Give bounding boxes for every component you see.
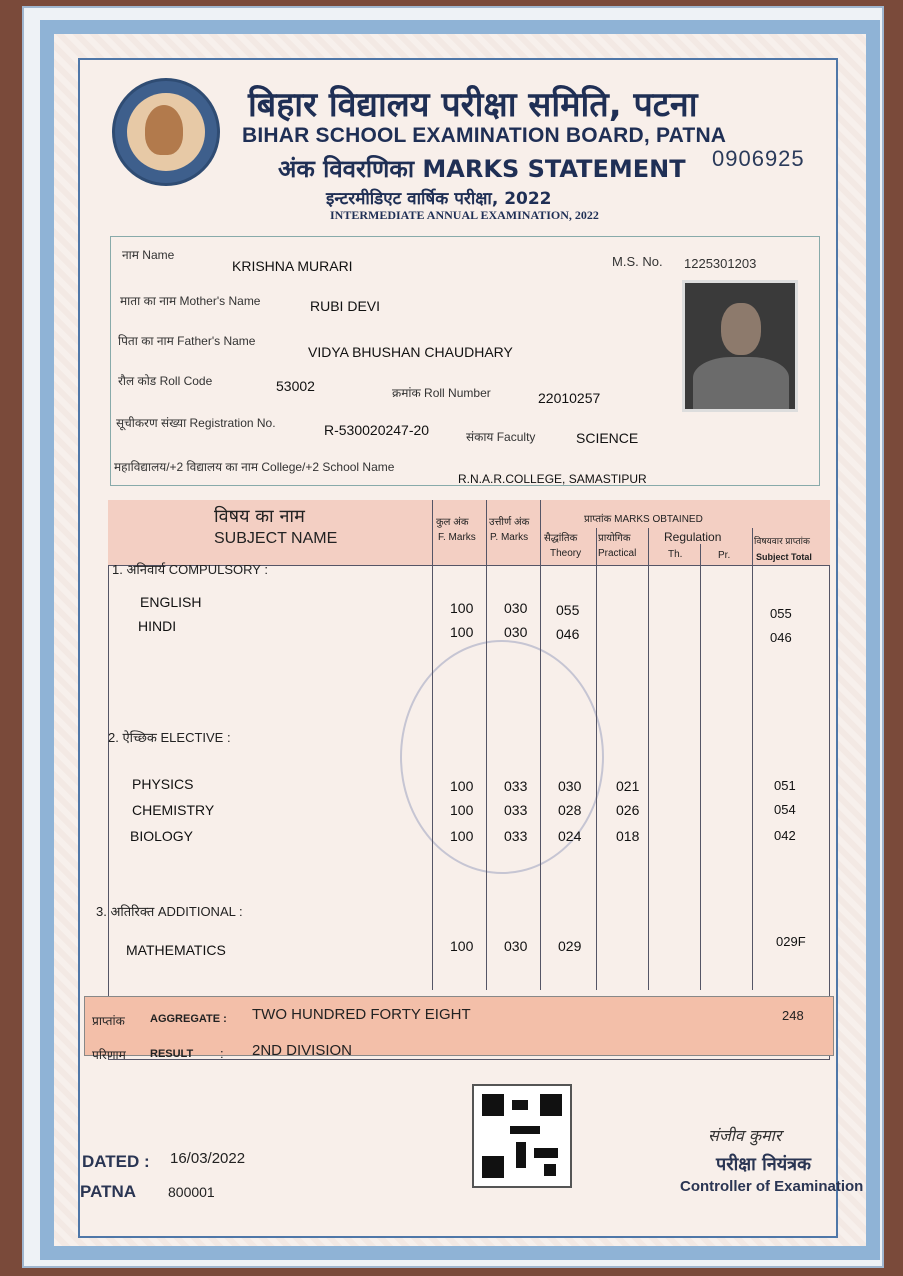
ms-label: M.S. No. [612,254,663,269]
qr-code [472,1084,572,1188]
aggregate-label-en: AGGREGATE : [150,1013,227,1025]
total-header-en: Subject Total [756,552,812,562]
practical-header-en: Practical [598,548,637,559]
row-pmarks: 030 [504,624,528,640]
theory-header-hi: सैद्धांतिक [544,533,578,544]
registration-number: R-530020247-20 [324,422,430,438]
result-label-en: RESULT [150,1048,194,1060]
row-theory: 029 [558,938,582,954]
aggregate-result-band [84,996,834,1056]
board-seal-logo [112,78,220,186]
col-divider [540,500,541,990]
mother-name: RUBI DEVI [310,298,381,314]
row-practical: 026 [616,802,640,818]
row-theory: 046 [556,626,580,642]
mother-label: माता का नाम Mother's Name [120,294,261,308]
row-subject: CHEMISTRY [132,802,215,818]
row-pmarks: 033 [504,802,528,818]
col-divider [486,500,487,990]
row-total: 029F [776,934,806,949]
pmarks-header-hi: उत्तीर्ण अंक [489,517,530,528]
row-subject: ENGLISH [140,594,202,610]
controller-title-hi: परीक्षा नियंत्रक [716,1154,811,1175]
aggregate-in-words: TWO HUNDRED FORTY EIGHT [252,1006,471,1023]
reg-th-header: Th. [668,549,683,560]
fmarks-header-hi: कुल अंक [436,517,469,528]
row-fmarks: 100 [450,828,474,844]
aggregate-label-hi: प्राप्तांक [92,1014,125,1028]
additional-section-label: 3. अतिरिक्त ADDITIONAL : [96,904,243,919]
faculty: SCIENCE [576,430,639,446]
exam-name-english: INTERMEDIATE ANNUAL EXAMINATION, 2022 [330,208,599,222]
pmarks-header-en: P. Marks [490,532,529,543]
aggregate-value: 248 [782,1008,804,1023]
row-total: 046 [770,630,792,645]
controller-title-en: Controller of Examination [680,1178,864,1195]
row-fmarks: 100 [450,938,474,954]
reg-pr-header: Pr. [718,550,731,561]
elective-section-label: 2. ऐच्छिक ELECTIVE : [108,730,231,745]
subject-header-en: SUBJECT NAME [214,530,338,547]
row-pmarks: 030 [504,600,528,616]
issue-date: 16/03/2022 [170,1150,246,1167]
row-theory: 024 [558,828,582,844]
compulsory-section-label: 1. अनिवार्य COMPULSORY : [112,562,268,577]
fmarks-header-en: F. Marks [438,532,476,543]
row-subject: HINDI [138,618,177,634]
row-theory: 028 [558,802,582,818]
exam-name-hindi: इन्टरमीडिएट वार्षिक परीक्षा, 2022 [326,189,552,209]
registration-label: सूचीकरण संख्या Registration No. [116,416,276,430]
roll-number-label: क्रमांक Roll Number [392,386,491,400]
row-total: 051 [774,778,796,793]
row-fmarks: 100 [450,802,474,818]
row-practical: 021 [616,778,640,794]
col-divider [752,528,753,990]
row-theory: 030 [558,778,582,794]
faculty-label: संकाय Faculty [466,430,536,444]
row-theory: 055 [556,602,580,618]
roll-code-label: रौल कोड Roll Code [118,374,213,388]
board-name-hindi: बिहार विद्यालय परीक्षा समिति, पटना [248,85,698,125]
dated-label: DATED : [82,1152,150,1171]
regulation-header: Regulation [664,530,722,544]
student-name: KRISHNA MURARI [232,258,353,274]
subject-header-hi: विषय का नाम [214,506,305,527]
name-label: नाम Name [122,248,175,262]
roll-code: 53002 [276,378,315,394]
marks-obtained-header: प्राप्तांक MARKS OBTAINED [584,514,703,525]
serial-number: 0906925 [712,146,805,171]
col-divider [700,544,701,990]
theory-header-en: Theory [550,548,582,559]
row-fmarks: 100 [450,600,474,616]
row-fmarks: 100 [450,778,474,794]
college-label: महाविद्यालय/+2 विद्यालय का नाम College/+2 School Name [114,460,395,474]
row-pmarks: 033 [504,828,528,844]
result-label-hi: परिणाम [92,1048,126,1062]
row-subject: MATHEMATICS [126,942,226,958]
row-total: 054 [774,802,796,817]
col-divider [596,528,597,990]
student-photo [682,280,798,412]
result-colon: : [220,1046,224,1061]
row-pmarks: 033 [504,778,528,794]
ms-number: 1225301203 [684,256,757,271]
col-divider [648,528,649,990]
roll-number: 22010257 [538,390,601,406]
board-name-english: BIHAR SCHOOL EXAMINATION BOARD, PATNA [242,124,727,147]
row-fmarks: 100 [450,624,474,640]
row-practical: 018 [616,828,640,844]
row-pmarks: 030 [504,938,528,954]
row-total: 055 [770,606,792,621]
total-header-hi: विषयवार प्राप्तांक [754,536,810,546]
practical-header-hi: प्रायोगिक [598,533,631,544]
father-name: VIDYA BHUSHAN CHAUDHARY [308,344,513,360]
patna-number: 800001 [168,1184,215,1200]
patna-label: PATNA [80,1182,137,1201]
result-value: 2ND DIVISION [252,1042,353,1059]
col-divider [432,500,433,990]
college-name: R.N.A.R.COLLEGE, SAMASTIPUR [458,472,647,486]
row-total: 042 [774,828,796,843]
marks-statement-title: अंक विवरणिका MARKS STATEMENT [278,155,686,183]
row-subject: PHYSICS [132,776,194,792]
row-subject: BIOLOGY [130,828,194,844]
father-label: पिता का नाम Father's Name [118,334,256,348]
controller-signature: संजीव कुमार [708,1126,782,1145]
